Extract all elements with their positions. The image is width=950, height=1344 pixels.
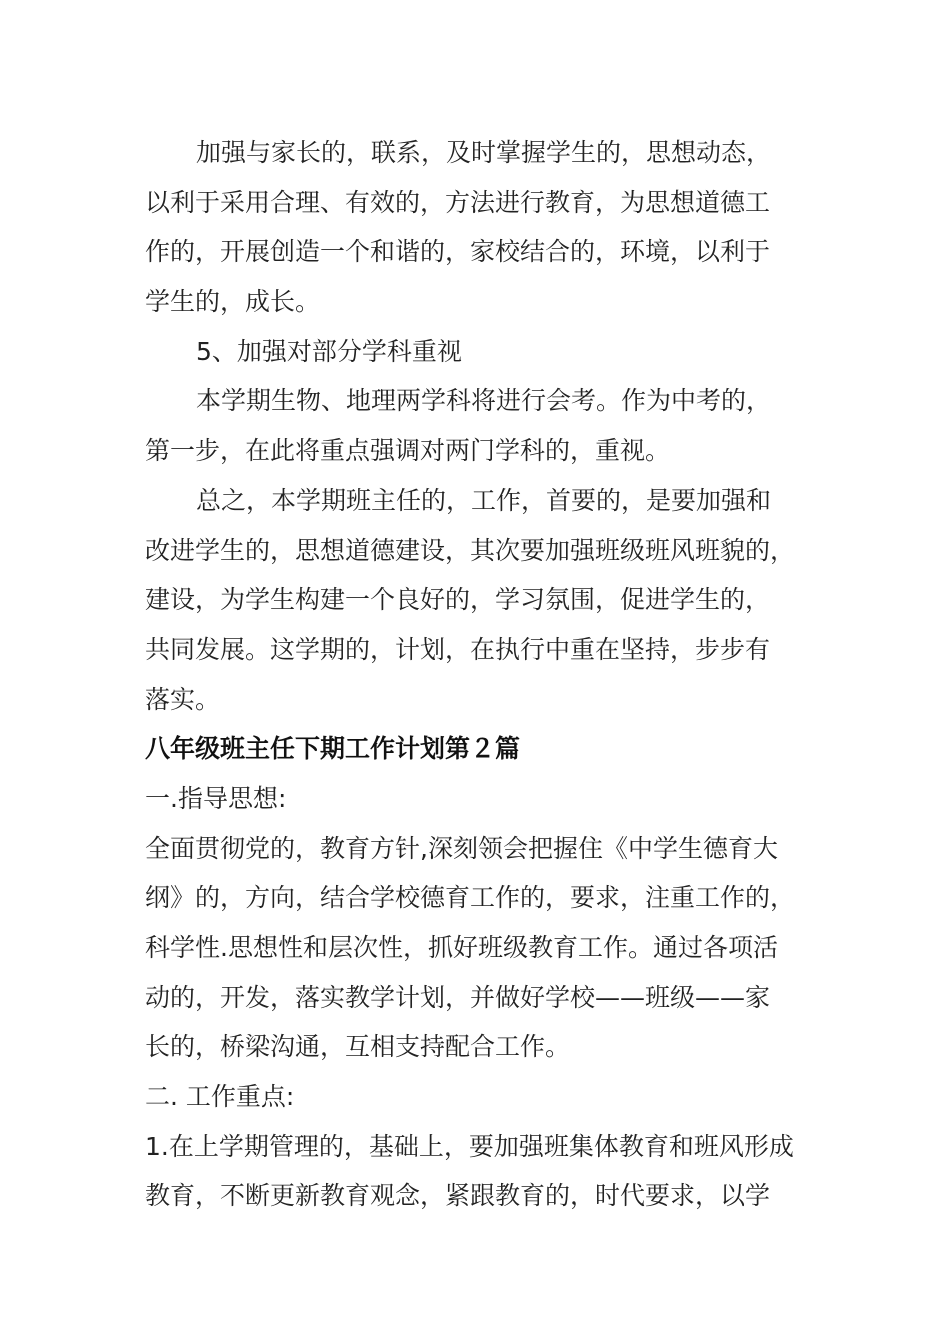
section-subheading: 5、加强对部分学科重视 <box>196 336 462 366</box>
paragraph-line: 教育，不断更新教育观念，紧跟教育的，时代要求，以学 <box>145 1181 771 1211</box>
paragraph-line: 改进学生的，思想道德建设，其次要加强班级班风班貌的， <box>145 535 796 565</box>
paragraph-line: 作的，开展创造一个和谐的，家校结合的，环境，以利于 <box>145 237 771 267</box>
section-heading: 一.指导思想: <box>145 783 287 813</box>
paragraph-line: 总之，本学期班主任的，工作，首要的，是要加强和 <box>196 485 772 515</box>
section-heading: 二. 工作重点: <box>145 1082 295 1112</box>
paragraph-line: 加强与家长的，联系，及时掌握学生的，思想动态， <box>196 138 772 167</box>
paragraph-line: 动的，开发，落实教学计划，并做好学校——班级——家 <box>145 982 771 1012</box>
paragraph-line: 纲》的，方向，结合学校德育工作的，要求，注重工作的， <box>145 883 796 913</box>
paragraph-line: 1.在上学期管理的，基础上，要加强班集体教育和班风形成 <box>145 1131 794 1161</box>
paragraph-line: 科学性.思想性和层次性，抓好班级教育工作。通过各项活 <box>145 933 778 962</box>
document-body <box>145 128 825 1221</box>
article-title: 八年级班主任下期工作计划第２篇 <box>145 734 521 764</box>
paragraph-line: 共同发展。这学期的，计划，在执行中重在坚持，步步有 <box>145 634 771 664</box>
paragraph-line: 落实。 <box>145 684 221 714</box>
paragraph-line: 建设，为学生构建一个良好的，学习氛围，促进学生的， <box>145 585 771 615</box>
paragraph-line: 第一步，在此将重点强调对两门学科的，重视。 <box>145 436 671 466</box>
paragraph-line: 本学期生物、地理两学科将进行会考。作为中考的， <box>196 386 772 416</box>
paragraph-line: 全面贯彻党的，教育方针,深刻领会把握住《中学生德育大 <box>145 833 778 863</box>
paragraph-line: 以利于采用合理、有效的，方法进行教育，为思想道德工 <box>145 187 771 217</box>
paragraph-line: 长的，桥梁沟通，互相支持配合工作。 <box>145 1032 571 1062</box>
paragraph-line: 学生的，成长。 <box>145 287 321 317</box>
